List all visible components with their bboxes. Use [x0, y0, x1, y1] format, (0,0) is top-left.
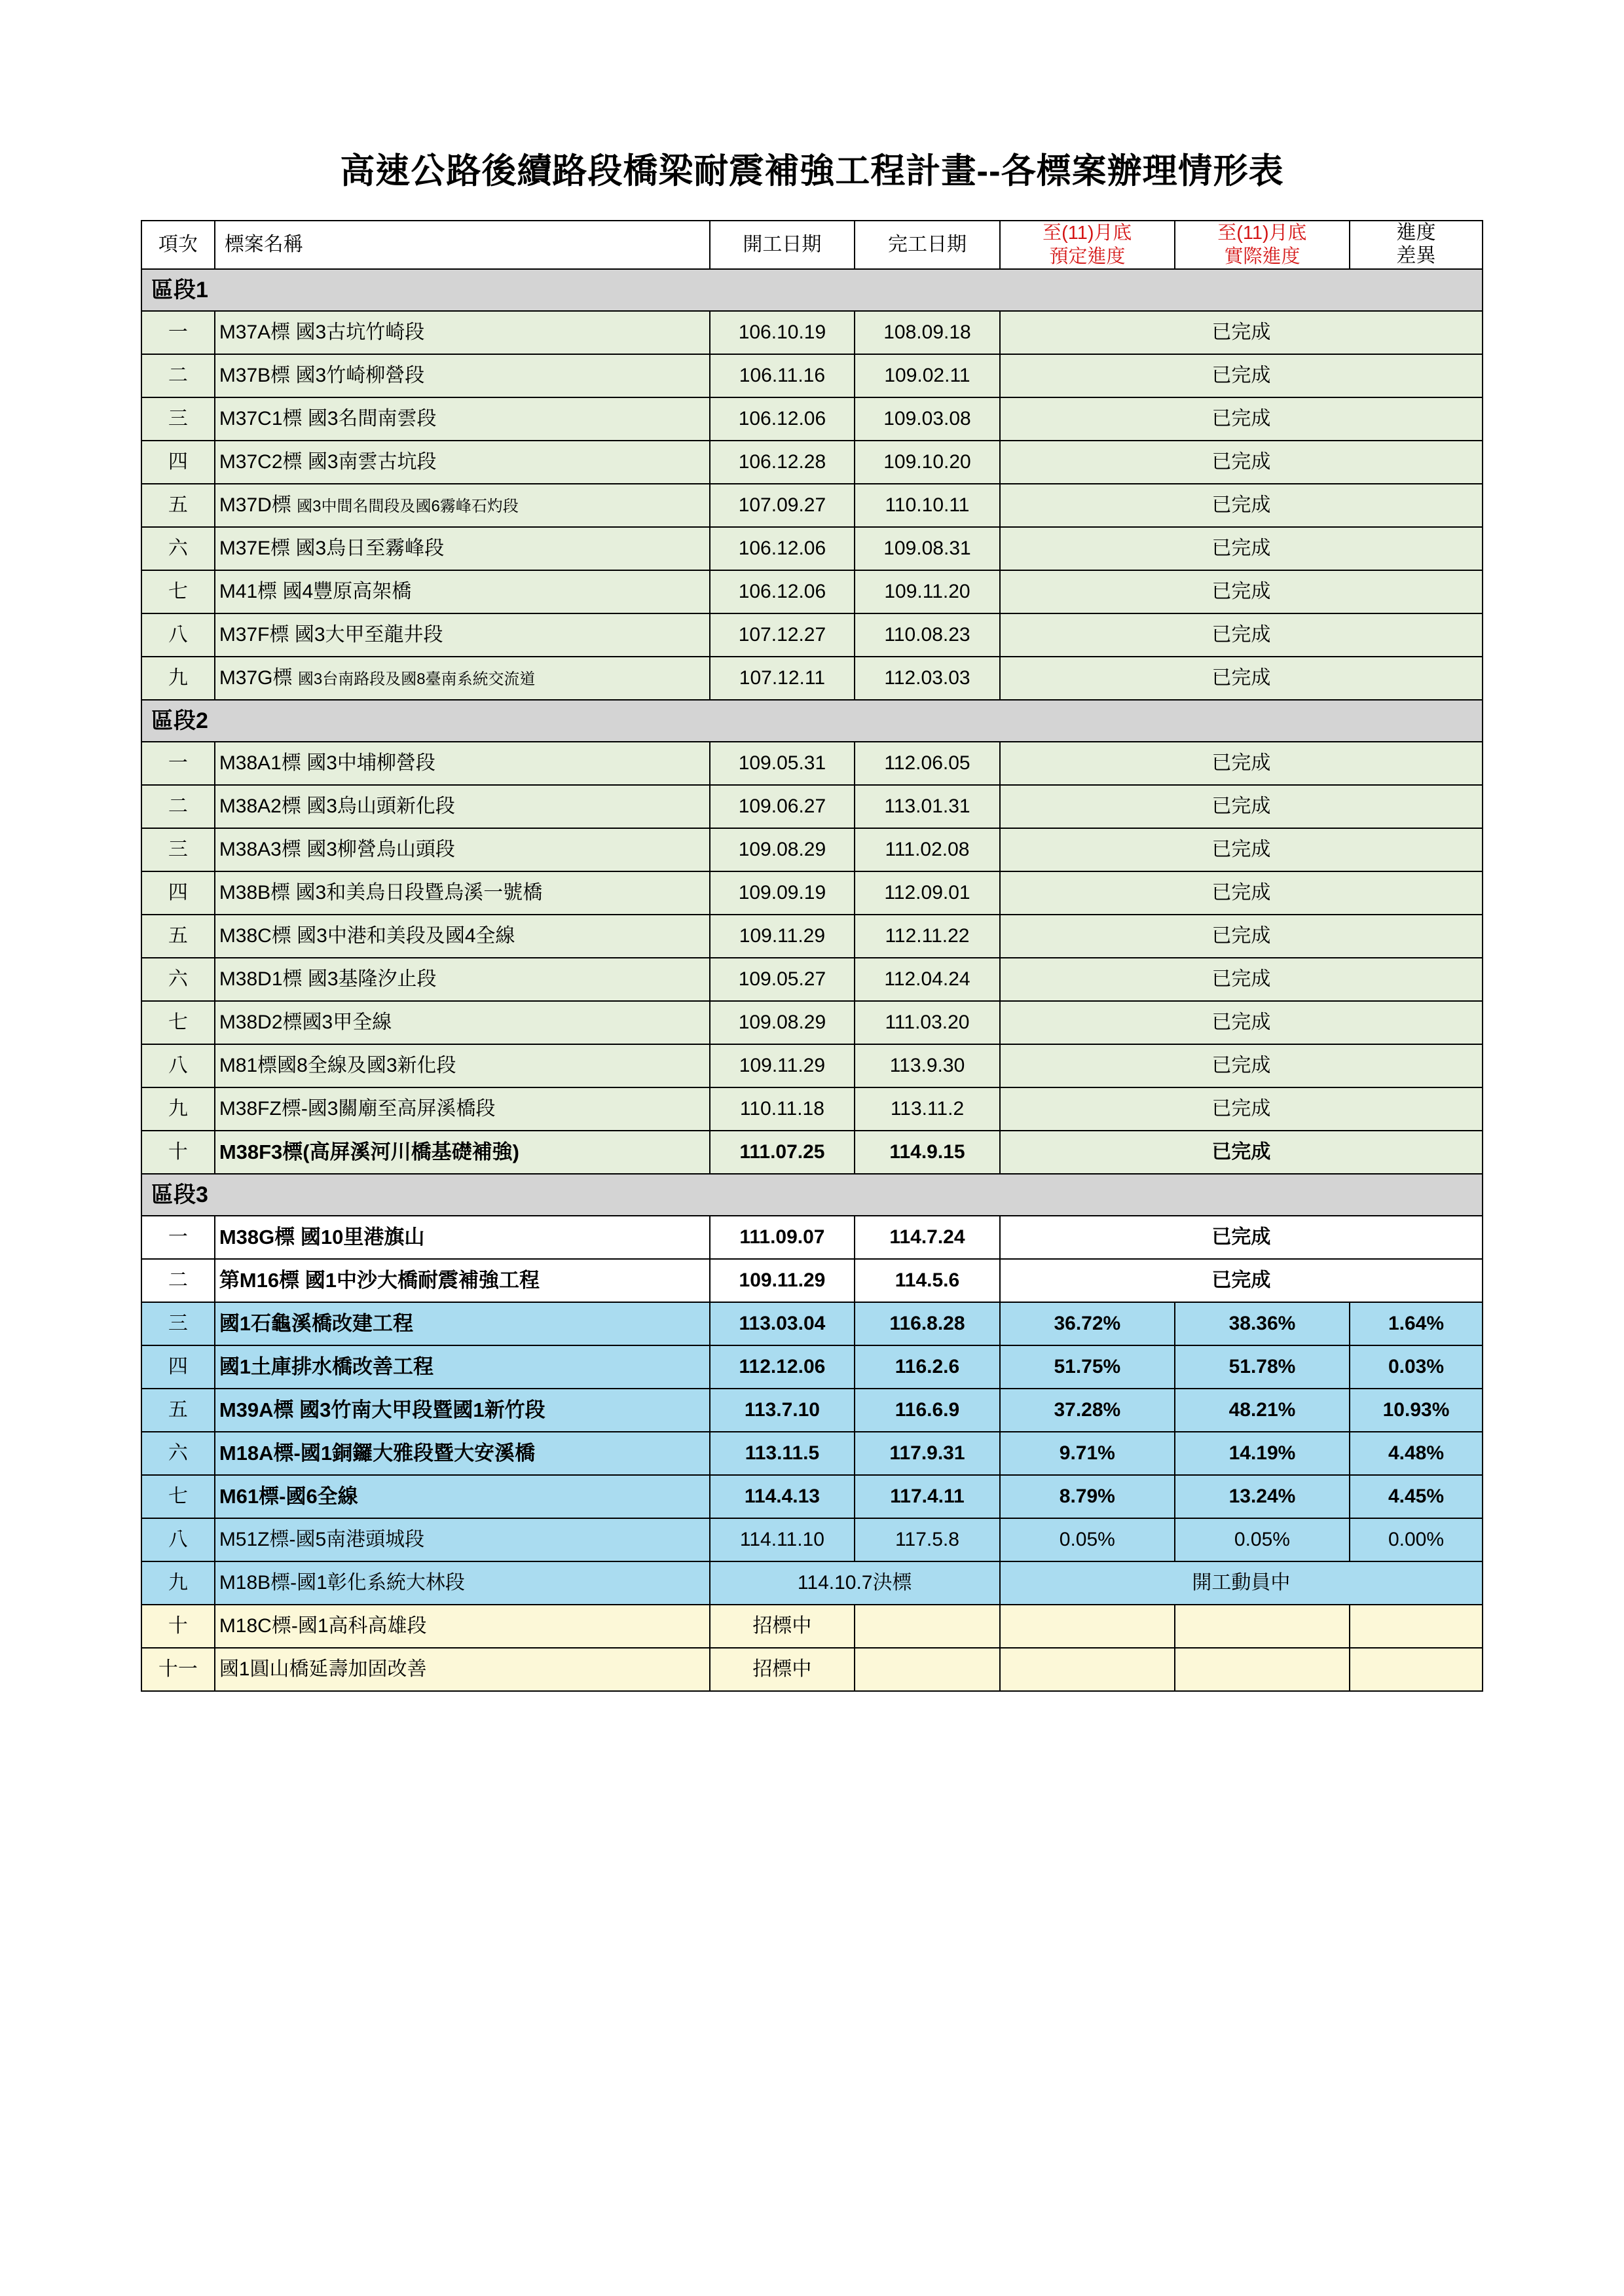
- tender-name: M38F3標(高屏溪河川橋基礎補強): [215, 1131, 710, 1174]
- end-date: 108.09.18: [855, 311, 1000, 354]
- tender-name: M61標-國6全線: [215, 1475, 710, 1518]
- end-date: 111.03.20: [855, 1001, 1000, 1044]
- start-date: 招標中: [710, 1648, 855, 1691]
- progress-difference: 0.00%: [1350, 1518, 1483, 1561]
- table-row: [141, 1518, 1483, 1561]
- end-date: 114.7.24: [855, 1216, 1000, 1259]
- end-date: 109.11.20: [855, 570, 1000, 613]
- progress-status: 已完成: [1000, 311, 1483, 354]
- end-date: 109.10.20: [855, 441, 1000, 484]
- row-index: 六: [141, 527, 215, 570]
- award-date: 114.10.7決標: [710, 1561, 1000, 1605]
- progress-status: 已完成: [1000, 785, 1483, 828]
- table-row: [141, 1302, 1483, 1345]
- tender-name-detail: 國3台南路段及國8臺南系統交流道: [297, 670, 536, 688]
- progress-status: 已完成: [1000, 1001, 1483, 1044]
- end-date: 109.02.11: [855, 354, 1000, 397]
- progress-status: 已完成: [1000, 1044, 1483, 1087]
- actual-progress: 13.24%: [1175, 1475, 1350, 1518]
- row-index: 四: [141, 1345, 215, 1389]
- tender-name: 國1土庫排水橋改善工程: [215, 1345, 710, 1389]
- start-date: 109.08.29: [710, 828, 855, 871]
- end-date: 112.09.01: [855, 871, 1000, 915]
- end-date: 116.6.9: [855, 1389, 1000, 1432]
- start-date: 114.11.10: [710, 1518, 855, 1561]
- row-index: 二: [141, 785, 215, 828]
- header-planned-line1: 至(11)月底: [1043, 222, 1132, 244]
- start-date: 106.11.16: [710, 354, 855, 397]
- tender-name: M41標 國4豐原高架橋: [215, 570, 710, 613]
- progress-status: 已完成: [1000, 828, 1483, 871]
- row-index: 八: [141, 1044, 215, 1087]
- start-date: 107.12.27: [710, 613, 855, 657]
- section-header-row: [141, 700, 1483, 742]
- progress-status: 已完成: [1000, 484, 1483, 527]
- tender-name: M39A標 國3竹南大甲段暨國1新竹段: [215, 1389, 710, 1432]
- end-date: 112.03.03: [855, 657, 1000, 700]
- table-row: [141, 785, 1483, 828]
- tender-name: M51Z標-國5南港頭城段: [215, 1518, 710, 1561]
- end-date: 112.04.24: [855, 958, 1000, 1001]
- actual-progress: 48.21%: [1175, 1389, 1350, 1432]
- planned-progress: [1000, 1648, 1175, 1691]
- row-index: 五: [141, 484, 215, 527]
- actual-progress: [1175, 1605, 1350, 1648]
- start-date: 106.12.06: [710, 527, 855, 570]
- progress-status: 已完成: [1000, 354, 1483, 397]
- end-date: 114.9.15: [855, 1131, 1000, 1174]
- row-index: 三: [141, 1302, 215, 1345]
- actual-progress: 51.78%: [1175, 1345, 1350, 1389]
- planned-progress: 36.72%: [1000, 1302, 1175, 1345]
- header-row: [141, 221, 1483, 270]
- row-index: 六: [141, 958, 215, 1001]
- progress-status: 已完成: [1000, 441, 1483, 484]
- section-label: 區段1: [141, 269, 1483, 311]
- row-index: 八: [141, 613, 215, 657]
- planned-progress: [1000, 1605, 1175, 1648]
- table-row: [141, 397, 1483, 441]
- row-index: 四: [141, 441, 215, 484]
- table-row: [141, 1259, 1483, 1302]
- end-date: 110.10.11: [855, 484, 1000, 527]
- tender-name: M37C1標 國3名間南雲段: [215, 397, 710, 441]
- start-date: 113.11.5: [710, 1432, 855, 1475]
- start-date: 109.05.27: [710, 958, 855, 1001]
- table-row: [141, 354, 1483, 397]
- table-row: [141, 871, 1483, 915]
- progress-status: 已完成: [1000, 397, 1483, 441]
- tender-name: M18C標-國1高科高雄段: [215, 1605, 710, 1648]
- start-date: 109.06.27: [710, 785, 855, 828]
- progress-status: 已完成: [1000, 570, 1483, 613]
- tender-name: [215, 484, 710, 527]
- tender-name-main: M37D標: [219, 494, 297, 516]
- planned-progress: 8.79%: [1000, 1475, 1175, 1518]
- tender-name: M18A標-國1銅鑼大雅段暨大安溪橋: [215, 1432, 710, 1475]
- table-row: [141, 311, 1483, 354]
- header-name: 標案名稱: [215, 221, 710, 270]
- end-date: 116.8.28: [855, 1302, 1000, 1345]
- header-difference-line1: 進度: [1396, 222, 1436, 244]
- progress-status: 已完成: [1000, 958, 1483, 1001]
- end-date: 112.06.05: [855, 742, 1000, 785]
- tender-name: 第M16標 國1中沙大橋耐震補強工程: [215, 1259, 710, 1302]
- start-date: 107.09.27: [710, 484, 855, 527]
- table-body: [141, 269, 1483, 1691]
- tender-name: M38C標 國3中港和美段及國4全線: [215, 915, 710, 958]
- row-index: 七: [141, 1001, 215, 1044]
- row-index: 十一: [141, 1648, 215, 1691]
- start-date: 109.09.19: [710, 871, 855, 915]
- row-index: 三: [141, 397, 215, 441]
- tender-name: M38A3標 國3柳營烏山頭段: [215, 828, 710, 871]
- row-index: 四: [141, 871, 215, 915]
- tender-name: M38D1標 國3基隆汐止段: [215, 958, 710, 1001]
- start-date: 109.11.29: [710, 1044, 855, 1087]
- start-date: 109.11.29: [710, 915, 855, 958]
- row-index: 五: [141, 1389, 215, 1432]
- planned-progress: 51.75%: [1000, 1345, 1175, 1389]
- table-row: [141, 1432, 1483, 1475]
- header-actual-progress: [1175, 221, 1350, 270]
- progress-status: 已完成: [1000, 1087, 1483, 1131]
- progress-status: 已完成: [1000, 915, 1483, 958]
- header-planned-progress: [1000, 221, 1175, 270]
- end-date: 117.9.31: [855, 1432, 1000, 1475]
- row-index: 九: [141, 1087, 215, 1131]
- start-date: 110.11.18: [710, 1087, 855, 1131]
- tender-name: [215, 657, 710, 700]
- header-difference-line2: 差異: [1396, 244, 1436, 266]
- row-index: 七: [141, 1475, 215, 1518]
- tender-name: M18B標-國1彰化系統大林段: [215, 1561, 710, 1605]
- start-date: 112.12.06: [710, 1345, 855, 1389]
- table-row: [141, 657, 1483, 700]
- table-row: [141, 1001, 1483, 1044]
- table-row: [141, 828, 1483, 871]
- start-date: 106.12.28: [710, 441, 855, 484]
- start-date: 114.4.13: [710, 1475, 855, 1518]
- progress-status: 已完成: [1000, 742, 1483, 785]
- start-date: 109.08.29: [710, 1001, 855, 1044]
- header-actual-line2: 實際進度: [1224, 246, 1301, 267]
- start-date: 113.7.10: [710, 1389, 855, 1432]
- row-index: 五: [141, 915, 215, 958]
- end-date: 117.4.11: [855, 1475, 1000, 1518]
- header-difference: [1350, 221, 1483, 270]
- header-no: 項次: [141, 221, 215, 270]
- table-row: [141, 1648, 1483, 1691]
- progress-difference: [1350, 1648, 1483, 1691]
- end-date: 114.5.6: [855, 1259, 1000, 1302]
- end-date: 113.11.2: [855, 1087, 1000, 1131]
- progress-status: 已完成: [1000, 657, 1483, 700]
- section-label: 區段2: [141, 700, 1483, 742]
- section-label: 區段3: [141, 1174, 1483, 1216]
- start-date: 106.10.19: [710, 311, 855, 354]
- row-index: 九: [141, 1561, 215, 1605]
- tender-name: M38A2標 國3烏山頭新化段: [215, 785, 710, 828]
- header-actual-line1: 至(11)月底: [1217, 222, 1307, 244]
- end-date: 112.11.22: [855, 915, 1000, 958]
- progress-status: 已完成: [1000, 527, 1483, 570]
- end-date: 117.5.8: [855, 1518, 1000, 1561]
- page-title: 高速公路後續路段橋梁耐震補強工程計畫--各標案辦理情形表: [340, 152, 1284, 191]
- progress-status: 已完成: [1000, 871, 1483, 915]
- table-row: [141, 1605, 1483, 1648]
- table-row: [141, 1131, 1483, 1174]
- tender-name: M38G標 國10里港旗山: [215, 1216, 710, 1259]
- start-date: 109.05.31: [710, 742, 855, 785]
- table-row: [141, 1044, 1483, 1087]
- row-index: 一: [141, 742, 215, 785]
- table-row: [141, 1216, 1483, 1259]
- actual-progress: 0.05%: [1175, 1518, 1350, 1561]
- tender-name: 國1石龜溪橋改建工程: [215, 1302, 710, 1345]
- row-index: 二: [141, 354, 215, 397]
- end-date: 113.9.30: [855, 1044, 1000, 1087]
- progress-difference: 4.48%: [1350, 1432, 1483, 1475]
- table-row: [141, 441, 1483, 484]
- table-row: [141, 570, 1483, 613]
- row-index: 九: [141, 657, 215, 700]
- progress-difference: 4.45%: [1350, 1475, 1483, 1518]
- planned-progress: 9.71%: [1000, 1432, 1175, 1475]
- start-date: 招標中: [710, 1605, 855, 1648]
- tender-name: M38FZ標-國3關廟至高屏溪橋段: [215, 1087, 710, 1131]
- table-row: [141, 1389, 1483, 1432]
- tender-name: M81標國8全線及國3新化段: [215, 1044, 710, 1087]
- progress-status: 已完成: [1000, 1259, 1483, 1302]
- tender-name: M38A1標 國3中埔柳營段: [215, 742, 710, 785]
- table-header: [141, 221, 1483, 270]
- row-index: 十: [141, 1131, 215, 1174]
- start-date: 111.09.07: [710, 1216, 855, 1259]
- progress-status: 已完成: [1000, 613, 1483, 657]
- progress-status: 已完成: [1000, 1216, 1483, 1259]
- tender-name: M38D2標國3甲全線: [215, 1001, 710, 1044]
- progress-difference: 1.64%: [1350, 1302, 1483, 1345]
- tender-status-table: [141, 220, 1483, 1692]
- tender-name: M37C2標 國3南雲古坑段: [215, 441, 710, 484]
- start-date: 107.12.11: [710, 657, 855, 700]
- table-row: [141, 1475, 1483, 1518]
- start-date: 106.12.06: [710, 397, 855, 441]
- table-row: [141, 915, 1483, 958]
- planned-progress: 37.28%: [1000, 1389, 1175, 1432]
- header-start: 開工日期: [710, 221, 855, 270]
- end-date: 109.03.08: [855, 397, 1000, 441]
- actual-progress: 14.19%: [1175, 1432, 1350, 1475]
- table-row: [141, 742, 1483, 785]
- row-index: 八: [141, 1518, 215, 1561]
- end-date: 116.2.6: [855, 1345, 1000, 1389]
- table-row: [141, 484, 1483, 527]
- row-index: 三: [141, 828, 215, 871]
- progress-status: 開工動員中: [1000, 1561, 1483, 1605]
- start-date: 106.12.06: [710, 570, 855, 613]
- tender-name: M38B標 國3和美烏日段暨烏溪一號橋: [215, 871, 710, 915]
- end-date: 113.01.31: [855, 785, 1000, 828]
- header-planned-line2: 預定進度: [1049, 246, 1126, 267]
- end-date: 109.08.31: [855, 527, 1000, 570]
- row-index: 七: [141, 570, 215, 613]
- progress-status: 已完成: [1000, 1131, 1483, 1174]
- actual-progress: 38.36%: [1175, 1302, 1350, 1345]
- tender-name: M37A標 國3古坑竹崎段: [215, 311, 710, 354]
- start-date: 109.11.29: [710, 1259, 855, 1302]
- table-row: [141, 1561, 1483, 1605]
- progress-difference: 0.03%: [1350, 1345, 1483, 1389]
- end-date: [855, 1605, 1000, 1648]
- table-row: [141, 527, 1483, 570]
- actual-progress: [1175, 1648, 1350, 1691]
- start-date: 111.07.25: [710, 1131, 855, 1174]
- table-row: [141, 958, 1483, 1001]
- tender-name: M37B標 國3竹崎柳營段: [215, 354, 710, 397]
- section-header-row: [141, 269, 1483, 311]
- tender-name-main: M37G標: [219, 666, 298, 689]
- table-row: [141, 1087, 1483, 1131]
- planned-progress: 0.05%: [1000, 1518, 1175, 1561]
- row-index: 一: [141, 311, 215, 354]
- tender-name: 國1圓山橋延壽加固改善: [215, 1648, 710, 1691]
- end-date: [855, 1648, 1000, 1691]
- end-date: 111.02.08: [855, 828, 1000, 871]
- table-row: [141, 613, 1483, 657]
- tender-name-detail: 國3中間名間段及國6霧峰石灼段: [297, 497, 519, 515]
- end-date: 110.08.23: [855, 613, 1000, 657]
- progress-difference: [1350, 1605, 1483, 1648]
- row-index: 六: [141, 1432, 215, 1475]
- header-end: 完工日期: [855, 221, 1000, 270]
- progress-difference: 10.93%: [1350, 1389, 1483, 1432]
- row-index: 十: [141, 1605, 215, 1648]
- tender-name: M37E標 國3烏日至霧峰段: [215, 527, 710, 570]
- tender-name: M37F標 國3大甲至龍井段: [215, 613, 710, 657]
- row-index: 一: [141, 1216, 215, 1259]
- row-index: 二: [141, 1259, 215, 1302]
- section-header-row: [141, 1174, 1483, 1216]
- table-row: [141, 1345, 1483, 1389]
- start-date: 113.03.04: [710, 1302, 855, 1345]
